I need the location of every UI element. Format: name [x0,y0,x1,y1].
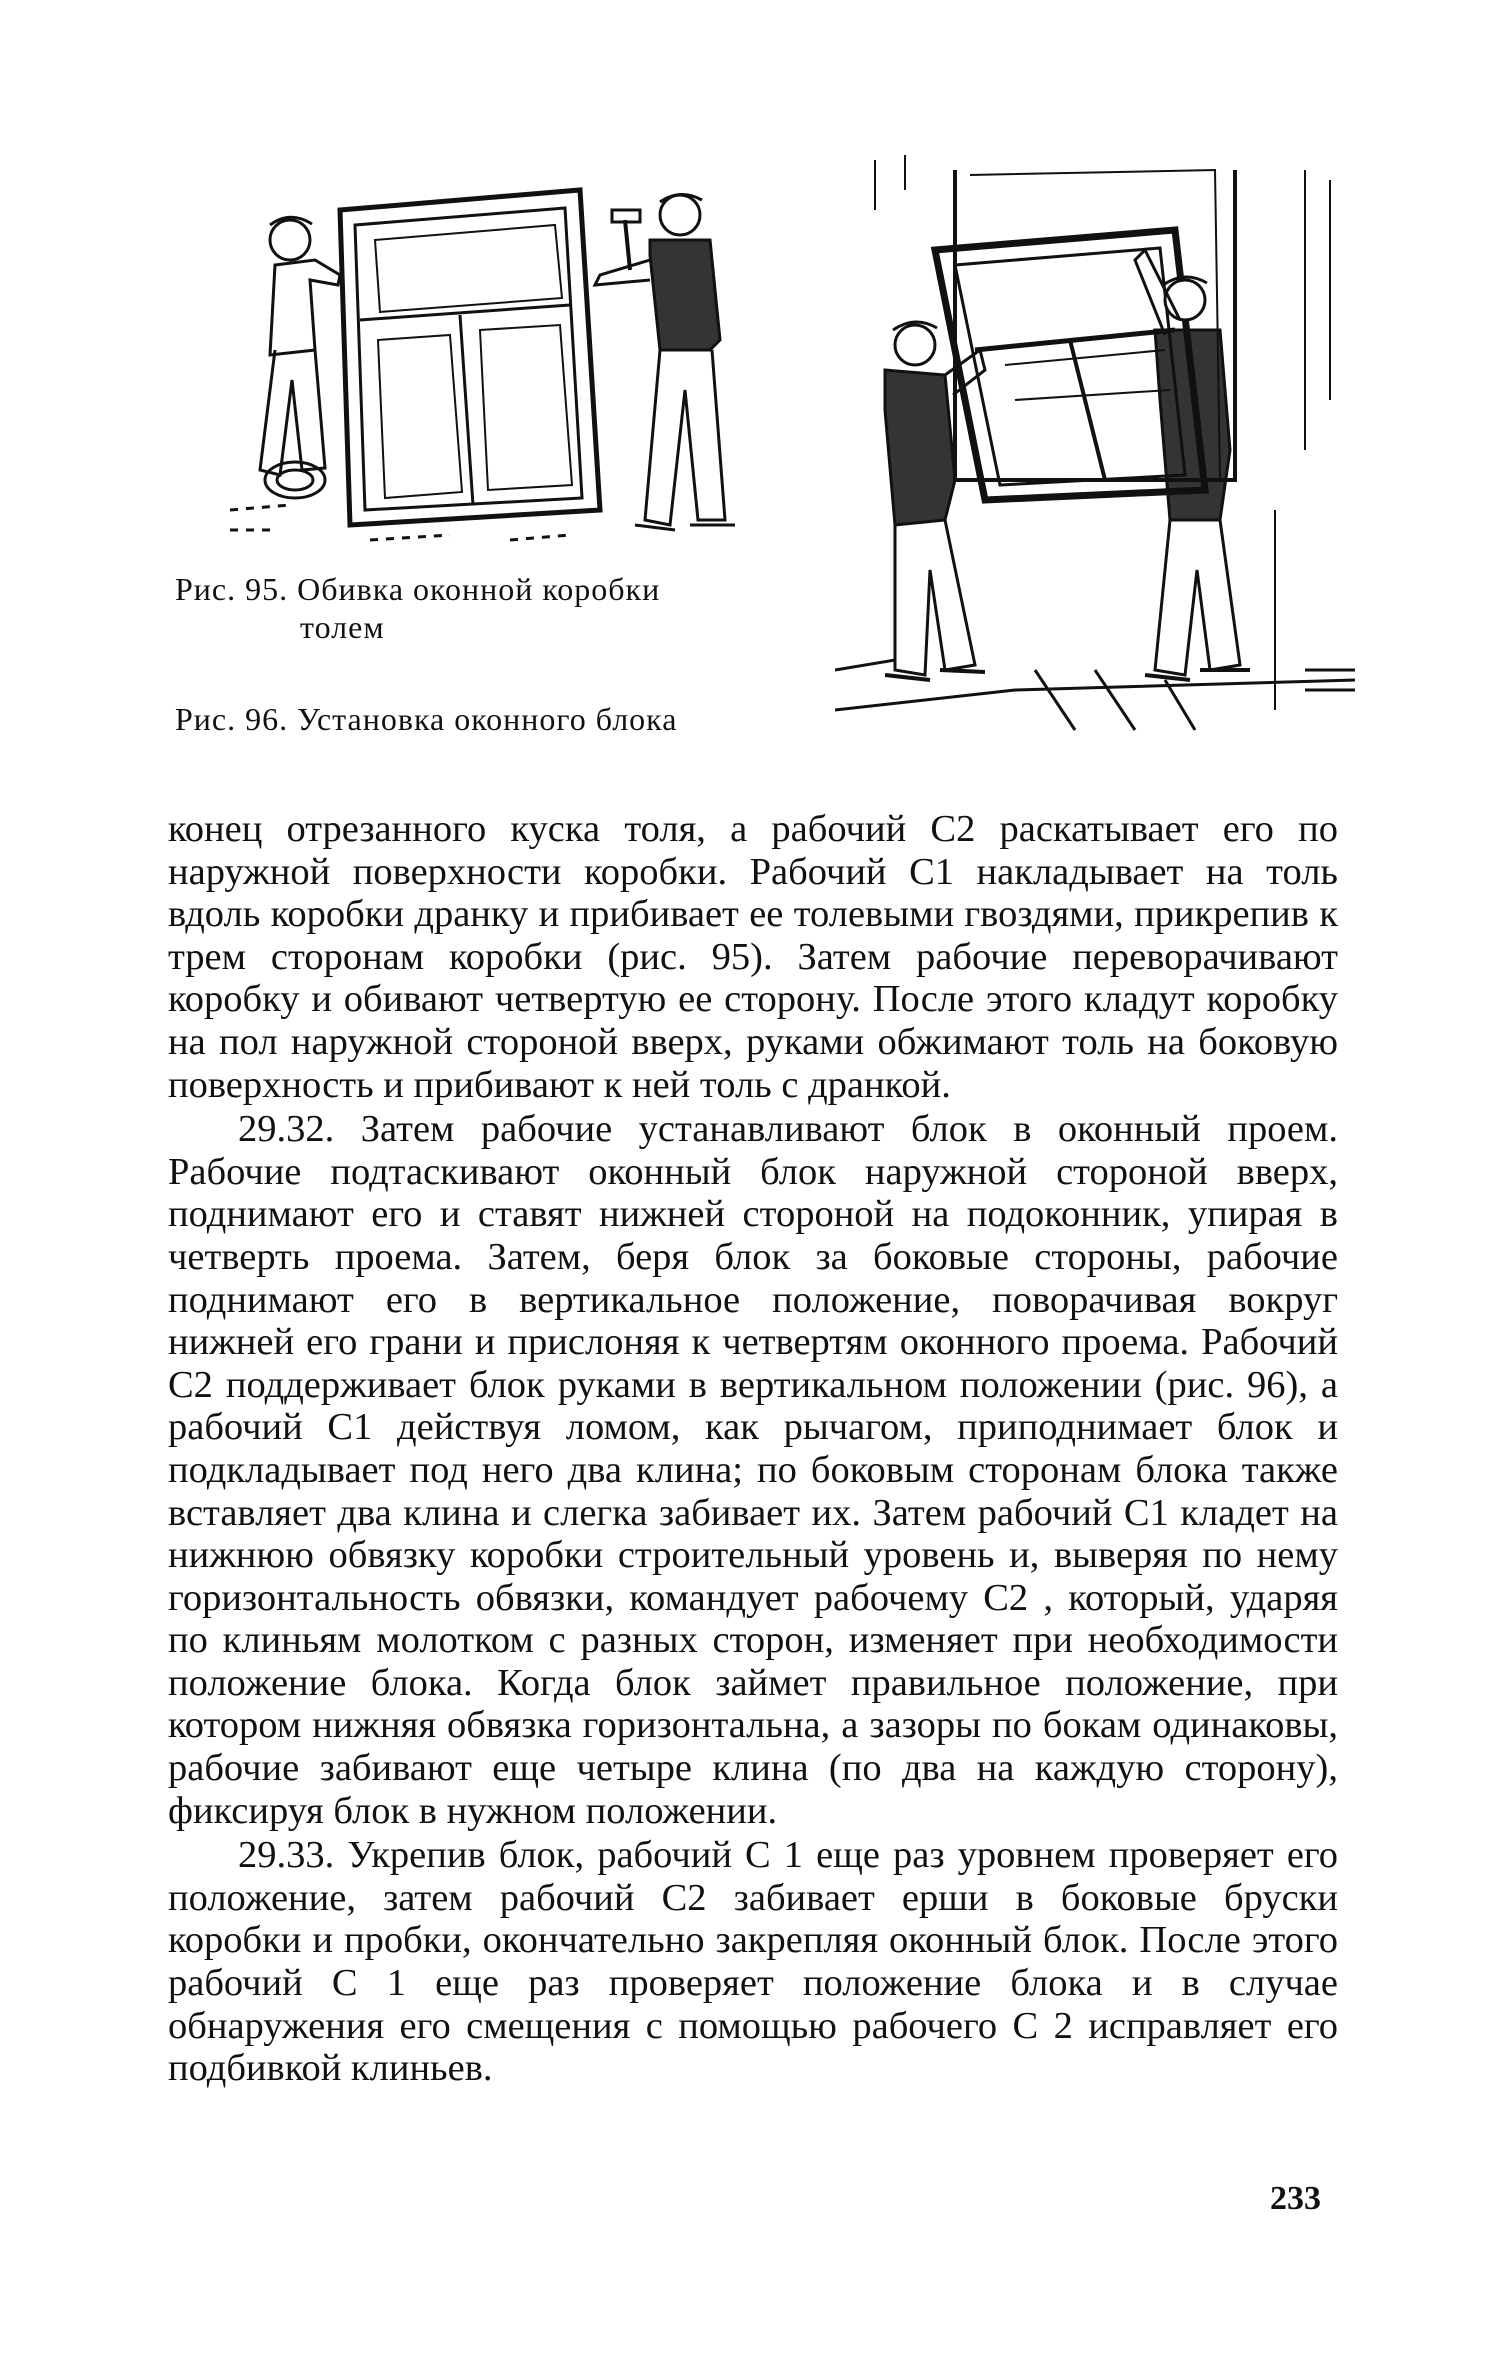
figure-96-caption: Рис. 96. Установка оконного блока [175,701,678,737]
figure-95-caption-line2: толем [300,609,385,645]
body-text [168,808,1338,2090]
paragraph-continuation: конец отрезанного куска толя, а рабочий С2 раскатывает его по наружной поверхности коробки. Рабочий С1 накладывает на толь вдоль коробки дранку и прибивает ее толевыми гвоздями, прикрепив к трем сторонам коробки (рис. 95). Затем рабочие переворачивают коробку и обивают четвертую ее сторону. После этого кладут коробку на пол наружной стороной вверх, руками обжимают толь на боковую поверхность и прибивают к ней толь с дранкой. [168,808,1338,1106]
page-number: 233 [1270,2180,1321,2217]
paragraph-29-32: 29.32. Затем рабочие устанавливают блок в оконный проем. Рабочие подтаскивают оконный блок наружной стороной вверх, поднимают его и ставят нижней стороной на подоконник, упирая в четверть проема. Затем, беря блок за боковые стороны, рабочие поднимают его в вертикальное положение, поворачивая вокруг нижней его грани и прислоняя к четвертям оконного проема. Рабочий С2 поддерживает блок руками в вертикальном положении (рис. 96), а рабочий С1 действуя ломом, как рычагом, приподнимает блок и подкладывает под него два клина; по боковым сторонам блока также вставляет два клина и слегка забивает их. Затем рабочий С1 кладет на нижнюю обвязку коробки строительный уровень и, выверяя по нему горизонтальность обвязки, командует рабочему С2 , который, ударяя по клиньям молотком с разных сторон, изменяет при необходимости положение блока. Когда блок займет правильное положение, при котором нижняя обвязка горизонтальна, а зазоры по бокам одинаковы, рабочие забивают еще четыре клина (по два на каждую сторону), фиксируя блок в нужном положении. [168,1108,1338,1832]
paragraph-29-33: 29.33. Укрепив блок, рабочий С 1 еще раз уровнем проверяет его положение, затем рабочий С2 забивает ерши в боковые бруски коробки и пробки, окончательно закрепляя оконный блок. После этого рабочий С 1 еще раз проверяет положение блока и в случае обнаружения его смещения с помощью рабочего С 2 исправляет его подбивкой клиньев. [168,1834,1338,2090]
figure-95-caption [175,570,765,646]
figure-96-illustration [835,150,1355,750]
figure-95-illustration [230,180,770,550]
figure-95-caption-line1: Рис. 95. Обивка оконной коробки [175,571,661,607]
